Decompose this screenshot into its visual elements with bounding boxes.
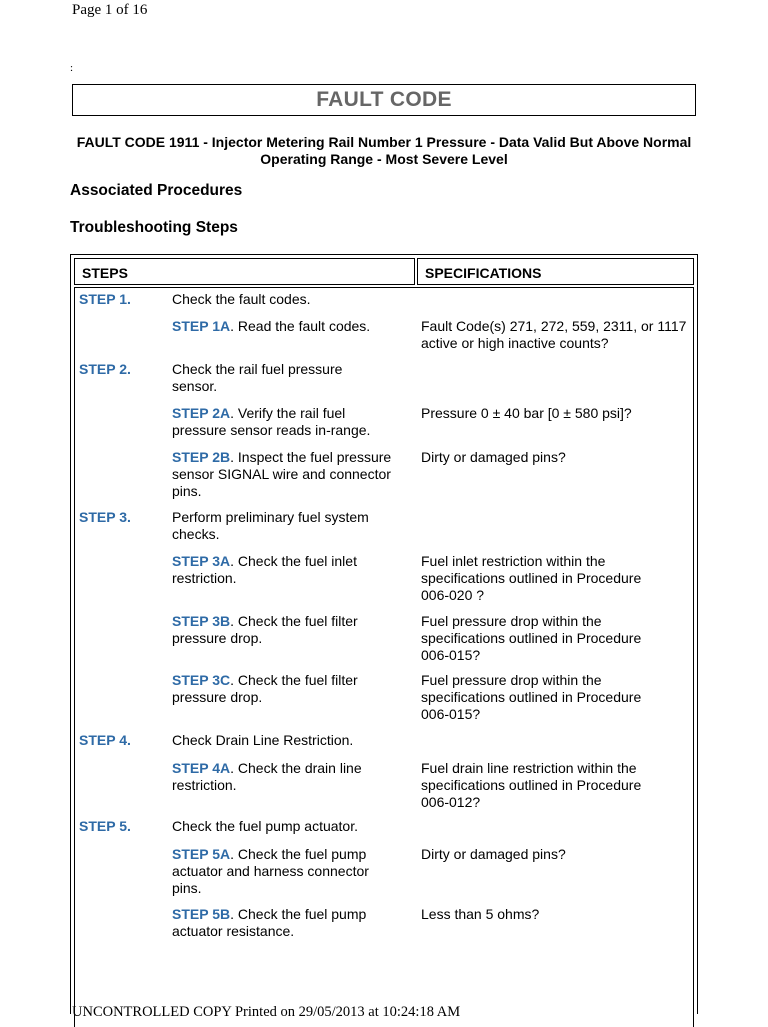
specification: Fault Code(s) 271, 272, 559, 2311, or 1117 active or high inactive counts? (421, 318, 687, 351)
troubleshooting-steps-heading: Troubleshooting Steps (70, 219, 238, 236)
specification: Fuel pressure drop within the specifications outlined in Procedure 006-015? (421, 613, 642, 663)
substep-text: . Check the drain line restriction. (172, 760, 362, 793)
substep-label[interactable]: STEP 5A (172, 846, 231, 862)
steps-column-header: STEPS (74, 258, 415, 285)
specification: Dirty or damaged pins? (421, 846, 566, 862)
substep-description (172, 318, 412, 335)
substep-text: . Check the fuel filter pressure drop. (172, 613, 358, 646)
substep-label[interactable]: STEP 5B (172, 906, 231, 922)
step-description: Check the fault codes. (172, 291, 311, 307)
page-number: Page 1 of 16 (72, 2, 148, 18)
step-description: Perform preliminary fuel system checks. (172, 509, 369, 542)
substep-text: . Read the fault codes. (230, 318, 371, 334)
substep-description (172, 846, 400, 897)
substep-description (172, 906, 400, 940)
print-footer: UNCONTROLLED COPY Printed on 29/05/2013 at 10:24:18 AM (72, 1004, 461, 1020)
fault-code-heading: FAULT CODE 1911 - Injector Metering Rail Number 1 Pressure - Data Valid But Above Normal Operating Range - Most Severe Level (76, 134, 692, 167)
substep-text: . Check the fuel filter pressure drop. (172, 672, 358, 705)
substep-label[interactable]: STEP 1A (172, 318, 231, 334)
step-description: Check the fuel pump actuator. (172, 818, 358, 834)
step-label[interactable]: STEP 2. (79, 361, 131, 377)
substep-text: . Check the fuel pump actuator and harness connector pins. (172, 846, 369, 896)
substep-description (172, 405, 397, 439)
substep-text: . Inspect the fuel pressure sensor SIGNAL wire and connector pins. (172, 449, 392, 499)
specification: Fuel drain line restriction within the specifications outlined in Procedure 006-012? (421, 760, 642, 810)
substep-label[interactable]: STEP 2A (172, 405, 231, 421)
step-label[interactable]: STEP 1. (79, 291, 131, 307)
substep-description (172, 760, 392, 794)
specification: Pressure 0 ± 40 bar [0 ± 580 psi]? (421, 405, 632, 421)
specification: Dirty or damaged pins? (421, 449, 566, 465)
step-label[interactable]: STEP 3. (79, 509, 131, 525)
stray-mark: : (70, 62, 74, 74)
substep-description (172, 449, 412, 500)
title-box (72, 84, 696, 116)
substep-description (172, 613, 387, 647)
specifications-column-header: SPECIFICATIONS (417, 258, 694, 285)
substep-text: . Check the fuel inlet restriction. (172, 553, 357, 586)
substep-label[interactable]: STEP 2B (172, 449, 231, 465)
substep-text: . Verify the rail fuel pressure sensor reads in-range. (172, 405, 371, 438)
substep-label[interactable]: STEP 4A (172, 760, 231, 776)
substep-description (172, 672, 387, 706)
step-description: Check Drain Line Restriction. (172, 732, 354, 748)
substep-label[interactable]: STEP 3C (172, 672, 231, 688)
step-label[interactable]: STEP 5. (79, 818, 131, 834)
substep-description (172, 553, 387, 587)
substep-text: . Check the fuel pump actuator resistance. (172, 906, 367, 939)
step-description: Check the rail fuel pressure sensor. (172, 361, 343, 394)
substep-label[interactable]: STEP 3B (172, 613, 231, 629)
specification: Fuel pressure drop within the specifications outlined in Procedure 006-015? (421, 672, 642, 722)
specification: Fuel inlet restriction within the specifications outlined in Procedure 006-020 ? (421, 553, 642, 603)
associated-procedures-heading: Associated Procedures (70, 182, 243, 199)
page-title: FAULT CODE (316, 88, 452, 111)
specification: Less than 5 ohms? (421, 906, 540, 922)
step-label[interactable]: STEP 4. (79, 732, 131, 748)
substep-label[interactable]: STEP 3A (172, 553, 231, 569)
